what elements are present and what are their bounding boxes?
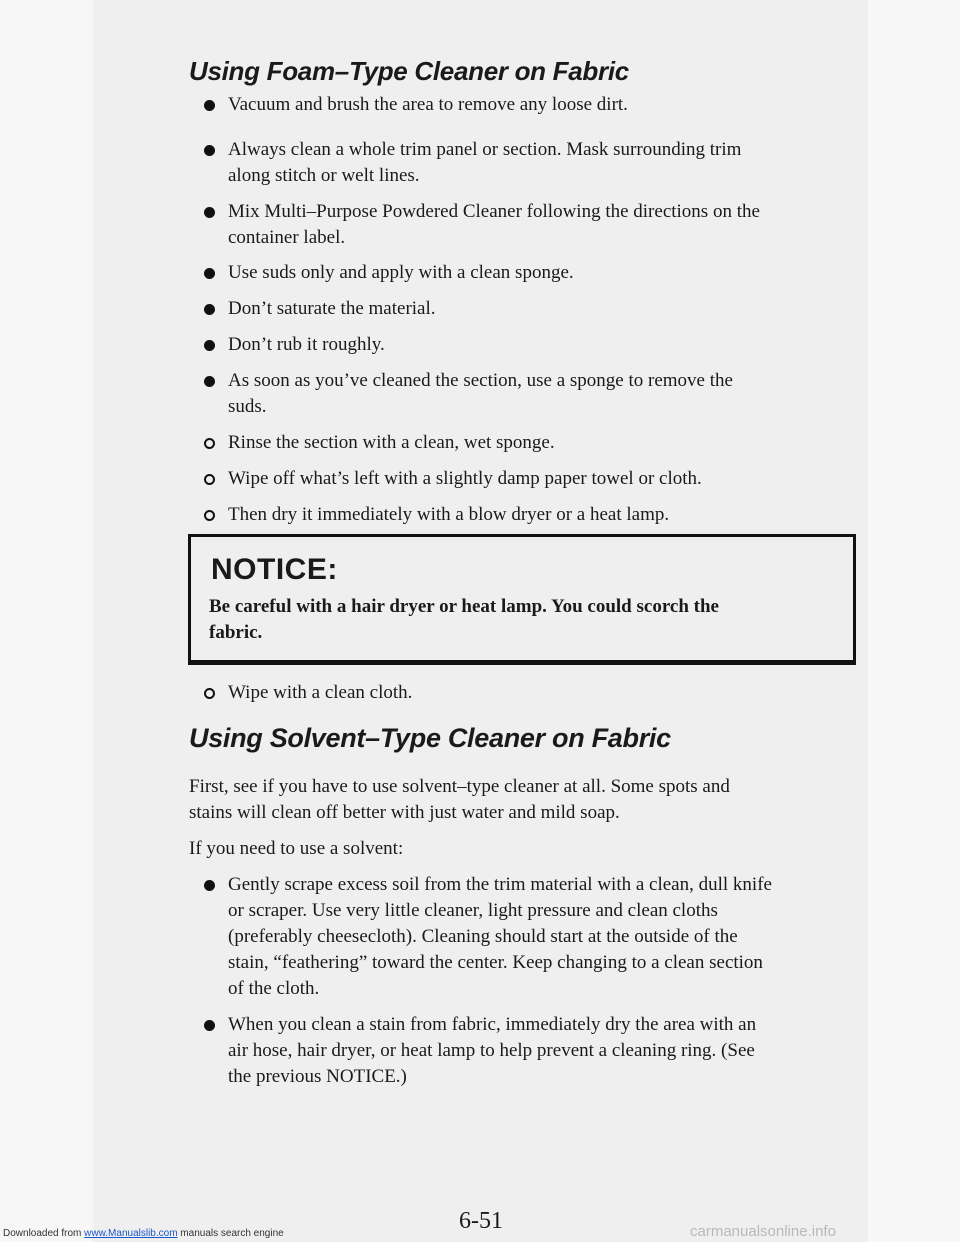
notice-line: Be careful with a hair dryer or heat lamp. You could scorch the [209,596,719,617]
bullet-text: Use suds only and apply with a clean sponge. [228,262,574,283]
bullet-text: Rinse the section with a clean, wet sponge. [228,432,555,453]
bullet-text-continuation: container label. [228,227,346,248]
bullet-text-continuation: the previous NOTICE.) [228,1066,407,1087]
bullet-icon [204,304,215,315]
section-heading-foam: Using Foam–Type Cleaner on Fabric [189,56,629,86]
bullet-text-continuation: along stitch or welt lines. [228,165,420,186]
bullet-icon [204,100,215,111]
bullet-icon [204,510,215,521]
bullet-text: As soon as you’ve cleaned the section, use a sponge to remove the [228,370,733,391]
bullet-text: Always clean a whole trim panel or section. Mask surrounding trim [228,139,742,160]
bullet-text-continuation: stain, “feathering” toward the center. Keep changing to a clean section [228,952,763,973]
bullet-text: Then dry it immediately with a blow dryer or a heat lamp. [228,504,670,525]
bullet-text: Wipe off what’s left with a slightly damp paper towel or cloth. [228,468,702,489]
bullet-text: Vacuum and brush the area to remove any loose dirt. [228,94,628,115]
footer-suffix: manuals search engine [177,1228,284,1239]
notice-body [209,594,719,646]
bullet-text-continuation: (preferably cheesecloth). Cleaning should start at the outside of the [228,926,738,947]
bullet-text: Mix Multi–Purpose Powdered Cleaner following the directions on the [228,201,760,222]
footer-prefix: Downloaded from [3,1228,85,1239]
notice-line: fabric. [209,622,263,643]
paragraph-line: stains will clean off better with just water and mild soap. [189,802,620,823]
bullet-text: Wipe with a clean cloth. [228,682,413,703]
bullet-icon [204,268,215,279]
manualslib-link[interactable]: www.Manualslib.com [84,1228,178,1239]
bullet-text-continuation: or scraper. Use very little cleaner, light pressure and clean cloths [228,900,718,921]
notice-title: NOTICE: [211,553,338,586]
paragraph-line: If you need to use a solvent: [189,838,404,859]
bullet-text: Don’t saturate the material. [228,298,436,319]
bullet-icon [204,688,215,699]
notice-box [188,534,856,665]
bullet-icon [204,880,215,891]
bullet-text: Gently scrape excess soil from the trim material with a clean, dull knife [228,874,772,895]
bullet-text-continuation: of the cloth. [228,978,320,999]
bullet-text-continuation: suds. [228,396,267,417]
section-heading-solvent: Using Solvent–Type Cleaner on Fabric [189,723,671,753]
download-footer [3,1228,284,1239]
bullet-text-continuation: air hose, hair dryer, or heat lamp to help prevent a cleaning ring. (See [228,1040,755,1061]
bullet-icon [204,376,215,387]
site-watermark: carmanualsonline.info [690,1223,836,1240]
bullet-icon [204,474,215,485]
page-number: 6-51 [459,1208,503,1234]
paragraph-line: First, see if you have to use solvent–type cleaner at all. Some spots and [189,776,730,797]
bullet-text: When you clean a stain from fabric, immediately dry the area with an [228,1014,757,1035]
bullet-icon [204,340,215,351]
bullet-icon [204,145,215,156]
bullet-text: Don’t rub it roughly. [228,334,385,355]
bullet-icon [204,1020,215,1031]
bullet-icon [204,207,215,218]
bullet-icon [204,438,215,449]
